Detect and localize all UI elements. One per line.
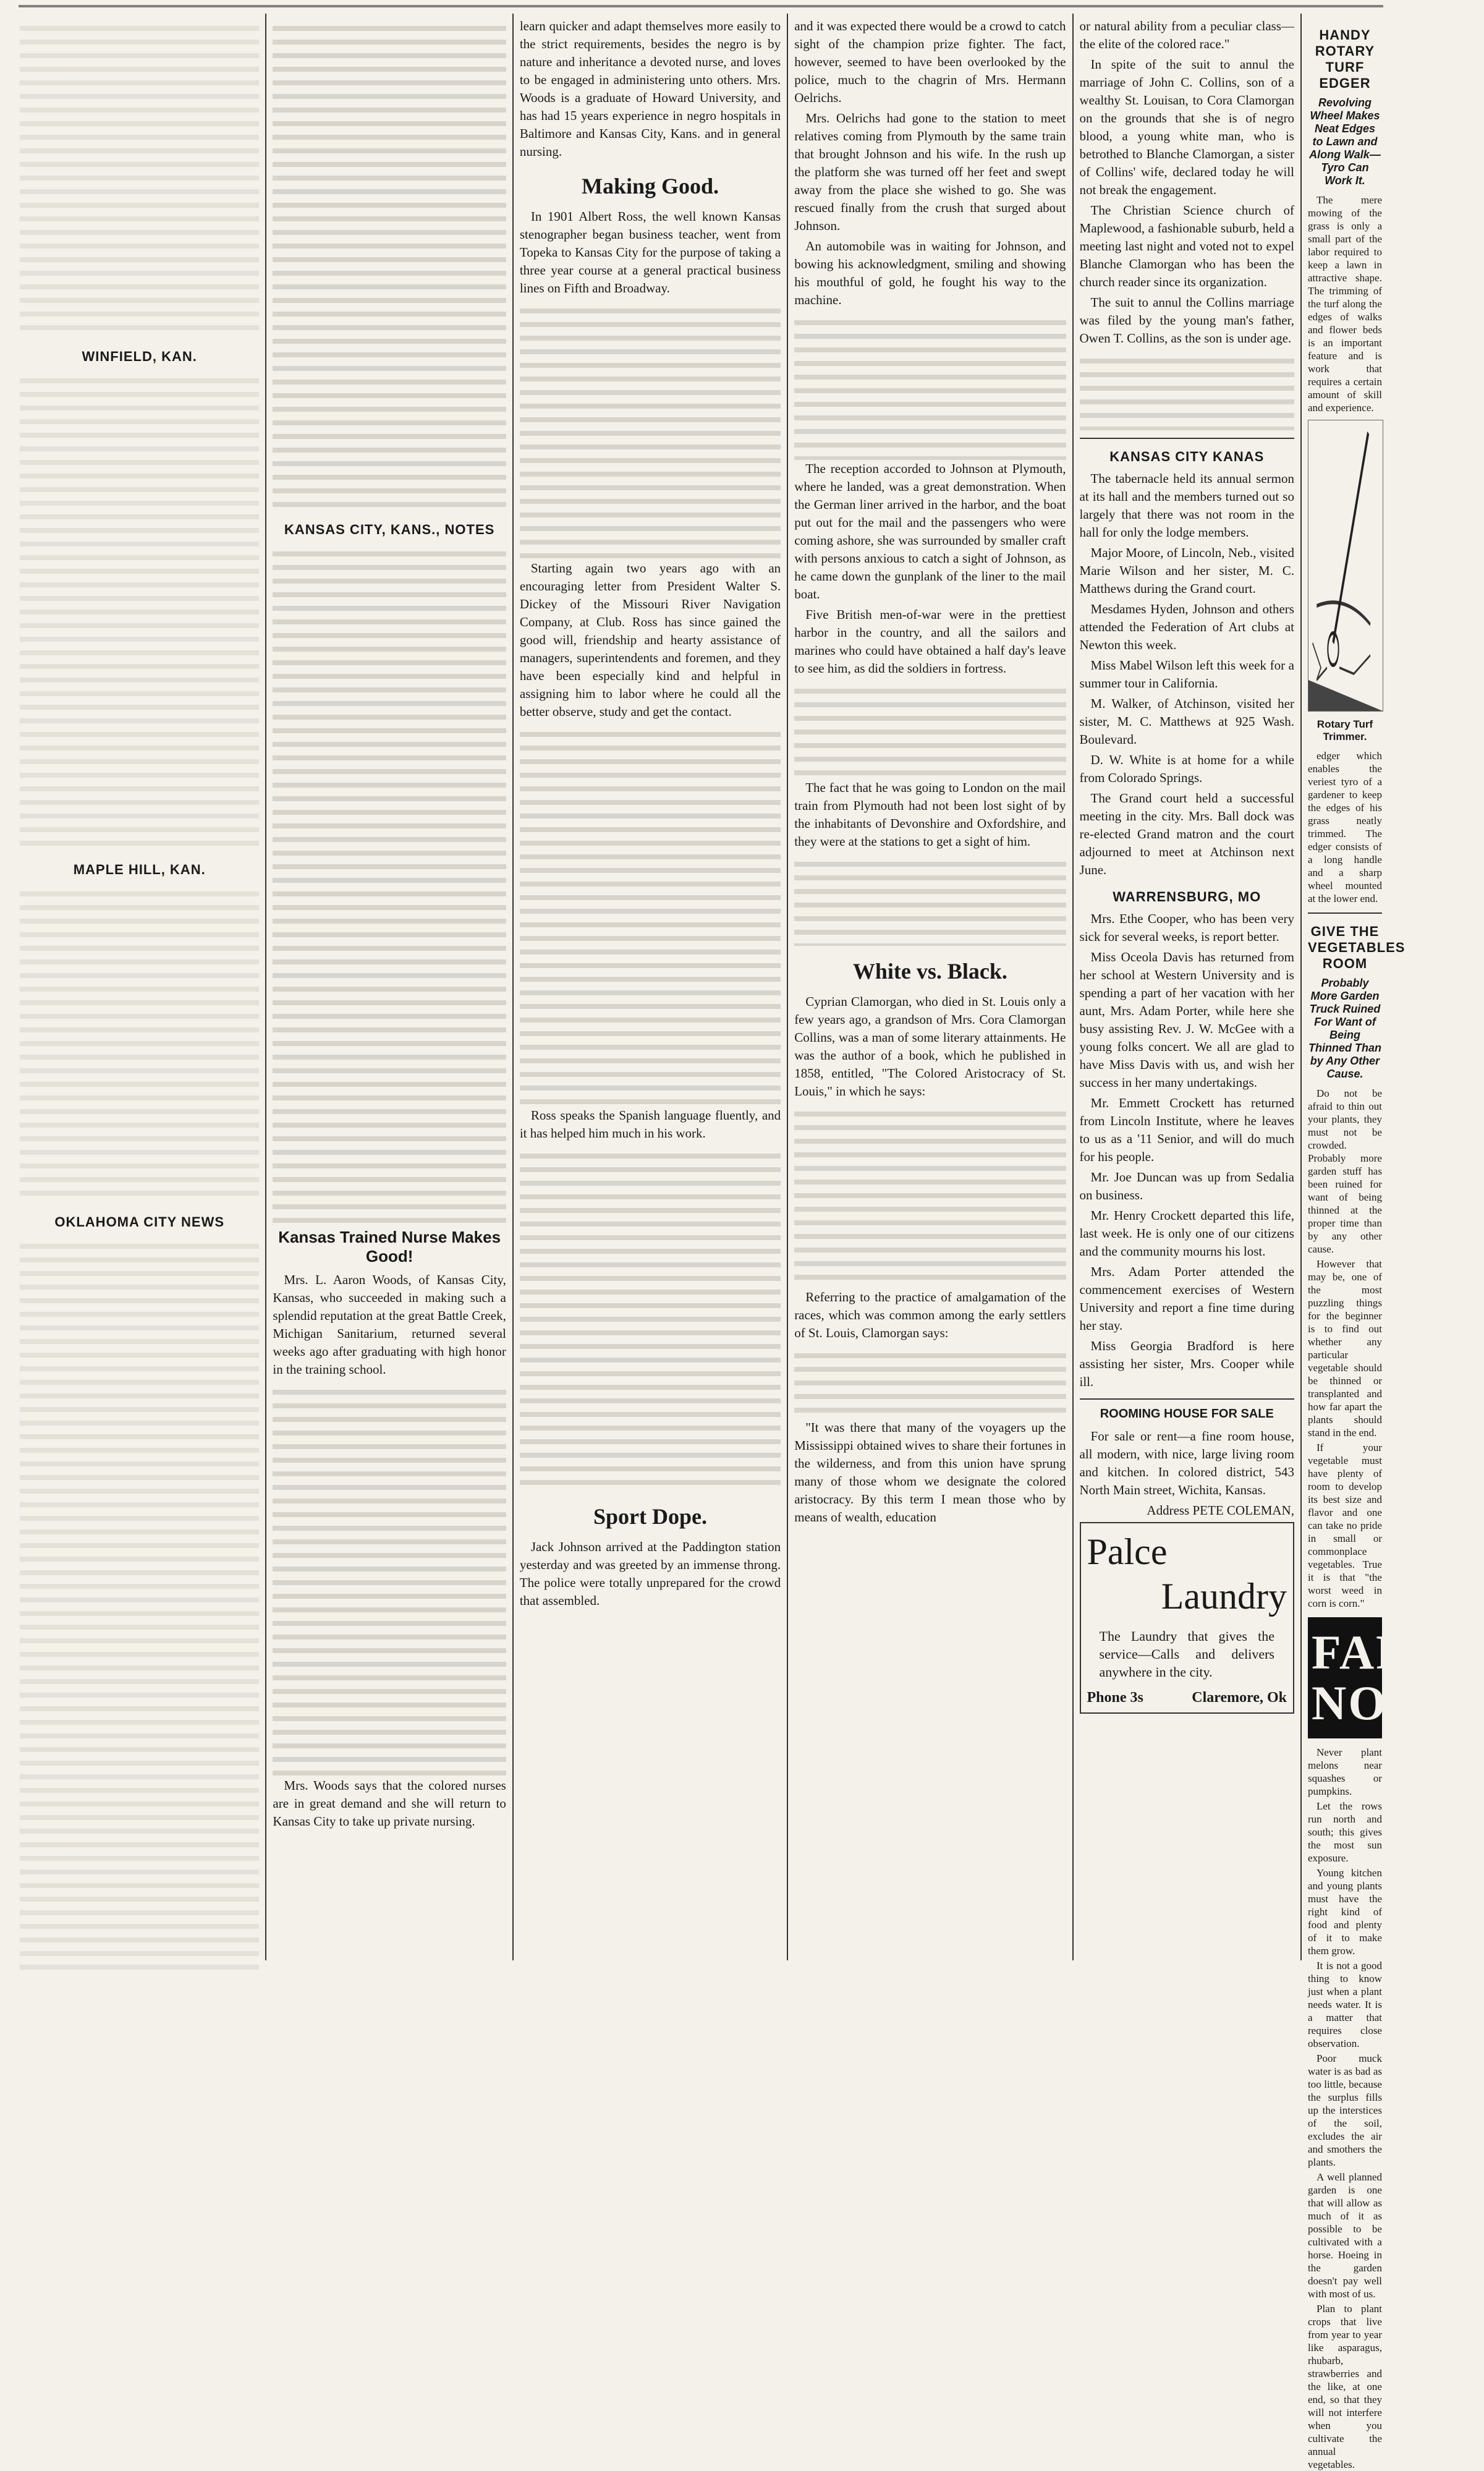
story-collins bbox=[1080, 17, 1294, 430]
paragraph: The fact that he was going to London on the mail train from Plymouth had not been lost sight of by the inhabitants of Devonshire and Oxfordshire, and they were at the stations to get a sight of him. bbox=[794, 780, 1066, 849]
farm-notes-word-1: FARM bbox=[1311, 1625, 1461, 1679]
column-1 bbox=[14, 14, 266, 1960]
story-white-vs-black bbox=[794, 993, 1066, 1526]
illegible-text bbox=[20, 1235, 259, 1977]
story-farm-notes bbox=[1308, 1746, 1382, 2471]
paragraph: Mrs. Ethe Cooper, who has been very sick for several weeks, is report better. bbox=[1079, 911, 1294, 944]
paragraph: The suit to annul the Collins marriage was filed by the young man's father, Owen T. Collins, as the son is under age. bbox=[1079, 295, 1294, 346]
illegible-text bbox=[794, 1345, 1066, 1419]
story-warrensburg bbox=[1080, 910, 1294, 1391]
paragraph: Mesdames Hyden, Johnson and others attended the Federation of Art clubs at Newton this week. bbox=[1079, 602, 1294, 652]
illegible-text bbox=[794, 853, 1066, 946]
heading-kck: KANSAS CITY KANAS bbox=[1109, 449, 1265, 464]
paragraph: Mrs. Adam Porter attended the commencement exercises of Western University and report a fine time during her stay. bbox=[1079, 1264, 1294, 1333]
paragraph: Ross speaks the Spanish language fluently, and it has helped him much in his work. bbox=[519, 1108, 781, 1141]
illegible-text bbox=[273, 543, 506, 1223]
column-6 bbox=[1302, 14, 1484, 2470]
paragraph: Jack Johnson arrived at the Paddington station yesterday and was greeted by an immense throng. The police were totally unprepared for the crowd that assembled. bbox=[519, 1539, 781, 1608]
paragraph: Mr. Henry Crockett departed this life, last week. He is only one of our citizens and the community mourns his lost. bbox=[1079, 1208, 1294, 1259]
paragraph: The Grand court held a successful meeting in the city. Mrs. Ball dock was re-elected Grand matron and the court adjourned to meet at Atchinson next June. bbox=[1079, 791, 1294, 877]
story-making-good bbox=[520, 208, 781, 1491]
illegible-text bbox=[20, 17, 259, 339]
paragraph: Five British men-of-war were in the prettiest harbor in the country, and all the sailors and marines who could have obtained a half day's leave to see him, as did the soldiers in fortress. bbox=[794, 607, 1066, 676]
laundry-name-2: Laundry bbox=[1161, 1576, 1287, 1617]
headline-vegetables: GIVE THE VEGETABLES ROOM bbox=[1307, 924, 1406, 971]
headline-sport-dope: Sport Dope. bbox=[593, 1504, 708, 1529]
laundry-text: The Laundry that gives the service—Calls and delivers anywhere in the city. bbox=[1099, 1628, 1274, 1680]
story-lead bbox=[520, 17, 781, 161]
illegible-text bbox=[794, 680, 1066, 779]
column-3 bbox=[514, 14, 788, 1960]
farm-notes-word-2: NOTES bbox=[1311, 1676, 1484, 1730]
farm-notes-banner bbox=[1308, 1617, 1484, 1738]
laundry-name-1: Palce bbox=[1087, 1531, 1168, 1572]
rooming-title: ROOMING HOUSE FOR SALE bbox=[1100, 1407, 1274, 1421]
paragraph: It is not a good thing to know just when a plant needs water. It is a matter that requires close observation. bbox=[1307, 1960, 1382, 2049]
paragraph: If your vegetable must have plenty of room to develop its best size and flavor and one can take no pride in small or commonplace vegetables. True it is that "the worst weed in corn is corn." bbox=[1307, 1442, 1382, 1609]
story-turf-edger bbox=[1308, 194, 1382, 414]
illegible-text bbox=[520, 723, 781, 1107]
illegible-text bbox=[520, 1145, 781, 1491]
paragraph: Mr. Joe Duncan was up from Sedalia on business. bbox=[1079, 1170, 1294, 1202]
rooming-address: Address PETE COLEMAN, bbox=[1147, 1503, 1294, 1518]
heading-oklahoma-city: OKLAHOMA CITY NEWS bbox=[54, 1214, 225, 1230]
divider bbox=[1080, 438, 1294, 439]
paragraph: For sale or rent—a fine room house, all modern, with nice, large living room and kitchen. In colored district, 543 North Main street, Wichita, Kansas. bbox=[1079, 1429, 1294, 1497]
paragraph: and it was expected there would be a crowd to catch sight of the champion prize fighter. The fact, however, seemed to have been overlooked by the police, much to the chagrin of Mrs. Hermann Oelrichs. bbox=[794, 19, 1066, 105]
paragraph: edger which enables the veriest tyro of a gardener to keep the edges of his grass neatly trimmed. The edger consists of a long handle and a sharp wheel mounted at the lower end. bbox=[1307, 750, 1382, 904]
story-sport-dope bbox=[520, 1538, 781, 1610]
paragraph: or natural ability from a peculiar class—the elite of the colored race." bbox=[1079, 19, 1294, 51]
paragraph: The tabernacle held its annual sermon at its hall and the members turned out so largely that there was not room in the hall for only the lodge members. bbox=[1079, 471, 1294, 540]
illegible-text bbox=[794, 1103, 1066, 1288]
paragraph: Poor muck water is as bad as too little, because the surplus fills up the interstices of the soil, excludes the air and smothers the plants. bbox=[1307, 2052, 1382, 2168]
headline-turf-edger: HANDY ROTARY TURF EDGER bbox=[1315, 27, 1375, 91]
story-kck bbox=[1080, 470, 1294, 879]
divider bbox=[1080, 1398, 1294, 1400]
paragraph: Mrs. Oelrichs had gone to the station to meet relatives coming from Plymouth by the same train that brought Johnson and his wife. In the rush up the platform she was turned off her feet and swept away from the place she wished to go. She was rescued finally from the crush that surged about Johnson. bbox=[794, 111, 1066, 233]
column-5 bbox=[1074, 14, 1302, 1960]
paragraph: In 1901 Albert Ross, the well known Kansas stenographer began business teacher, went from Topeka to Kansas City for the purpose of taking a three year course at a general practical business lines on Fifth and Broadway. bbox=[519, 209, 781, 296]
paragraph: "It was there that many of the voyagers up the Mississippi obtained wives to share their fortunes in the wilderness, and from this union have sprung many of those whom we designate the colored aristocracy. By this term I mean those who by means of wealth, education bbox=[794, 1420, 1066, 1525]
deck-vegetables: Probably More Garden Truck Ruined For Want of Being Thinned Than by Any Other Cause. bbox=[1308, 977, 1381, 1080]
story-johnson bbox=[794, 17, 1066, 946]
paragraph: M. Walker, of Atchinson, visited her sister, M. C. Matthews at 925 Wash. Boulevard. bbox=[1079, 696, 1294, 747]
turf-trimmer-illustration bbox=[1308, 420, 1383, 712]
laundry-footer bbox=[1087, 1690, 1287, 1706]
column-2 bbox=[266, 14, 513, 1960]
heading-warrensburg: WARRENSBURG, MO bbox=[1113, 889, 1261, 904]
paragraph: However that may be, one of the most puzzling things for the beginner is to find out whether any particular vegetable should be thinned or transplanted and how far apart the plants should stand in the end. bbox=[1307, 1258, 1382, 1439]
heading-winfield: WINFIELD, KAN. bbox=[82, 349, 197, 364]
story-turf-edger-2 bbox=[1308, 749, 1382, 905]
divider bbox=[1308, 912, 1382, 914]
illegible-text bbox=[273, 1381, 506, 1777]
rooming-ad bbox=[1080, 1427, 1294, 1520]
paragraph: Do not be afraid to thin out your plants, they must not be crowded. Probably more garden stuff has been ruined for want of being thinned at the proper time than by any other cause. bbox=[1307, 1087, 1382, 1255]
paragraph: Referring to the practice of amalgamation of the races, which was common among the early settlers of St. Louis, Clamorgan says: bbox=[794, 1290, 1066, 1340]
heading-kck-notes: KANSAS CITY, KANS., NOTES bbox=[284, 522, 495, 537]
paragraph: Starting again two years ago with an encouraging letter from President Walter S. Dickey of the Missouri River Navigation Company, at Club. Ross has since gained the good will, friendship and hearty assistance of managers, superintendents and foremen, and they have been especially kind and helpful in assigning him to labor where he could all the better observe, study and get the contact. bbox=[519, 561, 781, 719]
illegible-text bbox=[20, 370, 259, 852]
paragraph: An automobile was in waiting for Johnson, and bowing his acknowledgment, smiling and showing his mouthful of gold, he fought his way to the machine. bbox=[794, 239, 1066, 307]
heading-maple-hill: MAPLE HILL, KAN. bbox=[73, 862, 206, 877]
paragraph: In spite of the suit to annul the marriage of John C. Collins, son of a wealthy St. Louisan, to Cora Clamorgan on the grounds that she is of negro blood, a young white man, who is betrothed to Blanche Clamorgan, a sister of Collins' wife, declared today he will not break the engagement. bbox=[1079, 57, 1294, 197]
paragraph: Cyprian Clamorgan, who died in St. Louis only a few years ago, a grandson of Mrs. Cora Clamorgan Collins, was a man of some literary attainments. He was the author of a book, which he published in 1858, entitled, "The Colored Aristocracy of St. Louis," in which he says: bbox=[794, 994, 1066, 1099]
story-nurse bbox=[273, 1271, 506, 1831]
illustration-caption: Rotary Turf Trimmer. bbox=[1317, 718, 1373, 742]
paragraph: Young kitchen and young plants must have the right kind of food and plenty of it to make them grow. bbox=[1307, 1867, 1382, 1957]
paragraph: Mr. Emmett Crockett has returned from Lincoln Institute, where he leaves to us as a '11 Senior, and will do much for his people. bbox=[1079, 1095, 1294, 1164]
illegible-text bbox=[794, 312, 1066, 460]
headline-nurse: Kansas Trained Nurse Makes Good! bbox=[278, 1228, 501, 1265]
paragraph: Plan to plant crops that live from year to year like asparagus, rhubarb, strawberries and the like, at one end, so that they will not interfere when you cultivate the annual vegetables. bbox=[1307, 2303, 1382, 2470]
paragraph: Miss Mabel Wilson left this week for a summer tour in California. bbox=[1079, 658, 1294, 691]
headline-making-good: Making Good. bbox=[581, 174, 719, 198]
illegible-text bbox=[20, 883, 259, 1204]
paragraph: The mere mowing of the grass is only a small part of the labor required to keep a lawn in attractive shape. The trimming of the turf along the edges of walks and flower beds is an important feature and is work that requires a certain amount of skill and experience. bbox=[1307, 194, 1382, 414]
columns bbox=[14, 14, 1484, 2470]
paragraph: Mrs. Woods says that the colored nurses are in great demand and she will return to Kansas City to take up private nursing. bbox=[273, 1778, 506, 1829]
paragraph: The Christian Science church of Maplewood, a fashionable suburb, held a meeting last night and voted not to expel Blanche Clamorgan who has been the church reader since its organization. bbox=[1079, 203, 1294, 289]
column-4 bbox=[788, 14, 1073, 1960]
laundry-place: Claremore, Ok bbox=[1192, 1690, 1287, 1706]
laundry-ad bbox=[1080, 1522, 1294, 1714]
illegible-text bbox=[520, 300, 781, 559]
illegible-text bbox=[273, 17, 506, 512]
deck-turf-edger: Revolving Wheel Makes Neat Edges to Lawn and Along Walk—Tyro Can Work It. bbox=[1309, 96, 1381, 187]
paragraph: Miss Oceola Davis has returned from her school at Western University and is spending a part of her vacation with her aunt, Mrs. Adam Porter, while here she busy assisting Rev. J. W. McGee with a young folks concert. We all are glad to have Miss Davis with us, and wish her success in her many undertakings. bbox=[1079, 950, 1294, 1090]
paragraph: A well planned garden is one that will allow as much of it as possible to be cultivated with a horse. Hoeing in the garden doesn't pay well with most of us. bbox=[1307, 2171, 1382, 2300]
paragraph: Mrs. L. Aaron Woods, of Kansas City, Kansas, who succeeded in making such a splendid reputation at the great Battle Creek, Michigan Sanitarium, returned several weeks ago after graduating with high honor in the training school. bbox=[273, 1272, 506, 1377]
illegible-text bbox=[1080, 350, 1294, 430]
paragraph: Miss Georgia Bradford is here assisting her sister, Mrs. Cooper while ill. bbox=[1079, 1338, 1294, 1389]
paragraph: Never plant melons near squashes or pumpkins. bbox=[1307, 1746, 1382, 1797]
paragraph: Major Moore, of Lincoln, Neb., visited Marie Wilson and her sister, M. C. Matthews during the Grand court. bbox=[1079, 545, 1294, 596]
story-vegetables bbox=[1308, 1087, 1382, 1610]
laundry-phone: Phone 3s bbox=[1087, 1690, 1143, 1706]
paragraph: The reception accorded to Johnson at Plymouth, where he landed, was a great demonstration. When the German liner arrived in the harbor, and the boat put out for the mail and the passengers who were coming ashore, she was surrounded by smaller craft with persons anxious to catch a sight of Johnson, as he came down the gunplank of the liner to the mail boat. bbox=[794, 461, 1066, 602]
paragraph: D. W. White is at home for a while from Colorado Springs. bbox=[1079, 752, 1294, 785]
paragraph: Let the rows run north and south; this gives the most sun exposure. bbox=[1307, 1800, 1382, 1864]
headline-white-vs-black: White vs. Black. bbox=[852, 959, 1007, 984]
paragraph: learn quicker and adapt themselves more easily to the strict requirements, besides the negro is by nature and inheritance a devoted nurse, and loves to be engaged in administering unto others. Mrs. Woods is a graduate of Howard University, and has had 15 years experience in negro hospitals in Baltimore and Kansas City, Kans. and in general nursing. bbox=[519, 19, 781, 159]
top-rule bbox=[19, 5, 1383, 7]
